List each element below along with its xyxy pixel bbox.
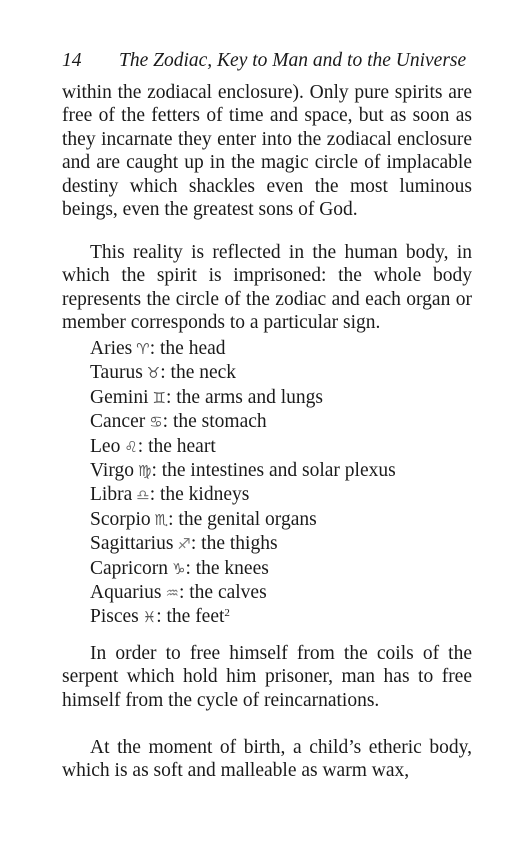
paragraph-text: At the moment of birth, a child’s etheric body, which is as soft and malleable as warm wax, xyxy=(62,737,472,782)
taurus-icon: ♉︎ xyxy=(146,364,161,383)
list-item xyxy=(90,605,470,629)
body-part: : the head xyxy=(149,338,226,359)
body-part: : the arms and lungs xyxy=(165,386,324,408)
aquarius-icon: ♒︎ xyxy=(165,584,179,603)
list-item xyxy=(90,361,470,385)
paragraph-text: This reality is reflected in the human body, in which the spirit is imprisoned: the whole body represents the circle of the zodiac and each organ or member corresponds to a particular sign. xyxy=(62,242,472,334)
paragraph-text: In order to free himself from the coils of the serpent which hold him prisoner, man has to free himself from the cycle of reincarnations. xyxy=(62,643,472,711)
paragraph-text: within the zodiacal enclosure). Only pure spirits are free of the fetters of time and space, but as soon as they incarnate they enter into the zodiacal enclosure and are caught up in the magic circle of implacable destiny which shackles even the most luminous beings, even the greatest sons of God. xyxy=(62,82,472,221)
list-item xyxy=(90,337,470,361)
aries-icon: ♈︎ xyxy=(136,340,150,358)
sign-name: Libra xyxy=(90,484,133,506)
paragraph-serpent xyxy=(62,642,472,712)
body-part: : the thighs xyxy=(190,533,278,555)
leo-icon: ♌︎ xyxy=(124,437,138,456)
body-part: : the calves xyxy=(178,582,267,604)
list-item xyxy=(90,483,470,507)
gemini-icon: ♊︎ xyxy=(152,388,166,407)
body-part: : the neck xyxy=(160,362,237,384)
paragraph-birth xyxy=(62,736,472,783)
body-part: : the feet xyxy=(156,606,225,628)
body-part: : the kidneys xyxy=(149,484,250,506)
sign-name: Leo xyxy=(90,435,121,457)
list-item xyxy=(90,435,470,459)
sign-name: Pisces xyxy=(90,606,139,628)
sign-name: Sagittarius xyxy=(90,533,174,555)
cancer-icon: ♋︎ xyxy=(149,413,163,432)
list-item xyxy=(90,386,470,410)
sign-name: Gemini xyxy=(90,386,149,408)
list-item xyxy=(90,532,470,556)
sign-name: Taurus xyxy=(90,362,143,384)
list-item xyxy=(90,459,470,483)
sagittarius-icon: ♐︎ xyxy=(177,535,191,554)
pisces-icon: ♓︎ xyxy=(142,608,157,627)
scorpio-icon: ♏︎ xyxy=(154,510,169,529)
body-part: : the genital organs xyxy=(168,508,317,530)
sign-name: Capricorn xyxy=(90,557,168,579)
paragraph-continuation xyxy=(62,81,472,221)
virgo-icon: ♍︎ xyxy=(137,462,152,481)
paragraph-body-reflection xyxy=(62,241,472,335)
footnote-marker: 2 xyxy=(224,607,230,620)
body-part: : the knees xyxy=(185,557,269,579)
sign-name: Aries xyxy=(90,338,133,359)
page-number: 14 xyxy=(62,50,82,71)
libra-icon: ♎︎ xyxy=(136,486,150,505)
sign-name: Aquarius xyxy=(90,582,162,604)
list-item xyxy=(90,557,470,581)
capricorn-icon: ♑︎ xyxy=(171,559,186,578)
body-part: : the stomach xyxy=(162,411,267,433)
sign-name: Virgo xyxy=(90,460,134,482)
sign-name: Scorpio xyxy=(90,508,151,530)
running-title: The Zodiac, Key to Man and to the Universe xyxy=(119,50,467,71)
list-item xyxy=(90,581,470,605)
sign-name: Cancer xyxy=(90,411,146,433)
list-item xyxy=(90,508,470,532)
zodiac-correspondence-list xyxy=(90,337,470,630)
running-header xyxy=(62,50,472,78)
body-part: : the intestines and solar plexus xyxy=(151,460,396,482)
list-item xyxy=(90,410,470,434)
body-part: : the heart xyxy=(137,435,216,457)
